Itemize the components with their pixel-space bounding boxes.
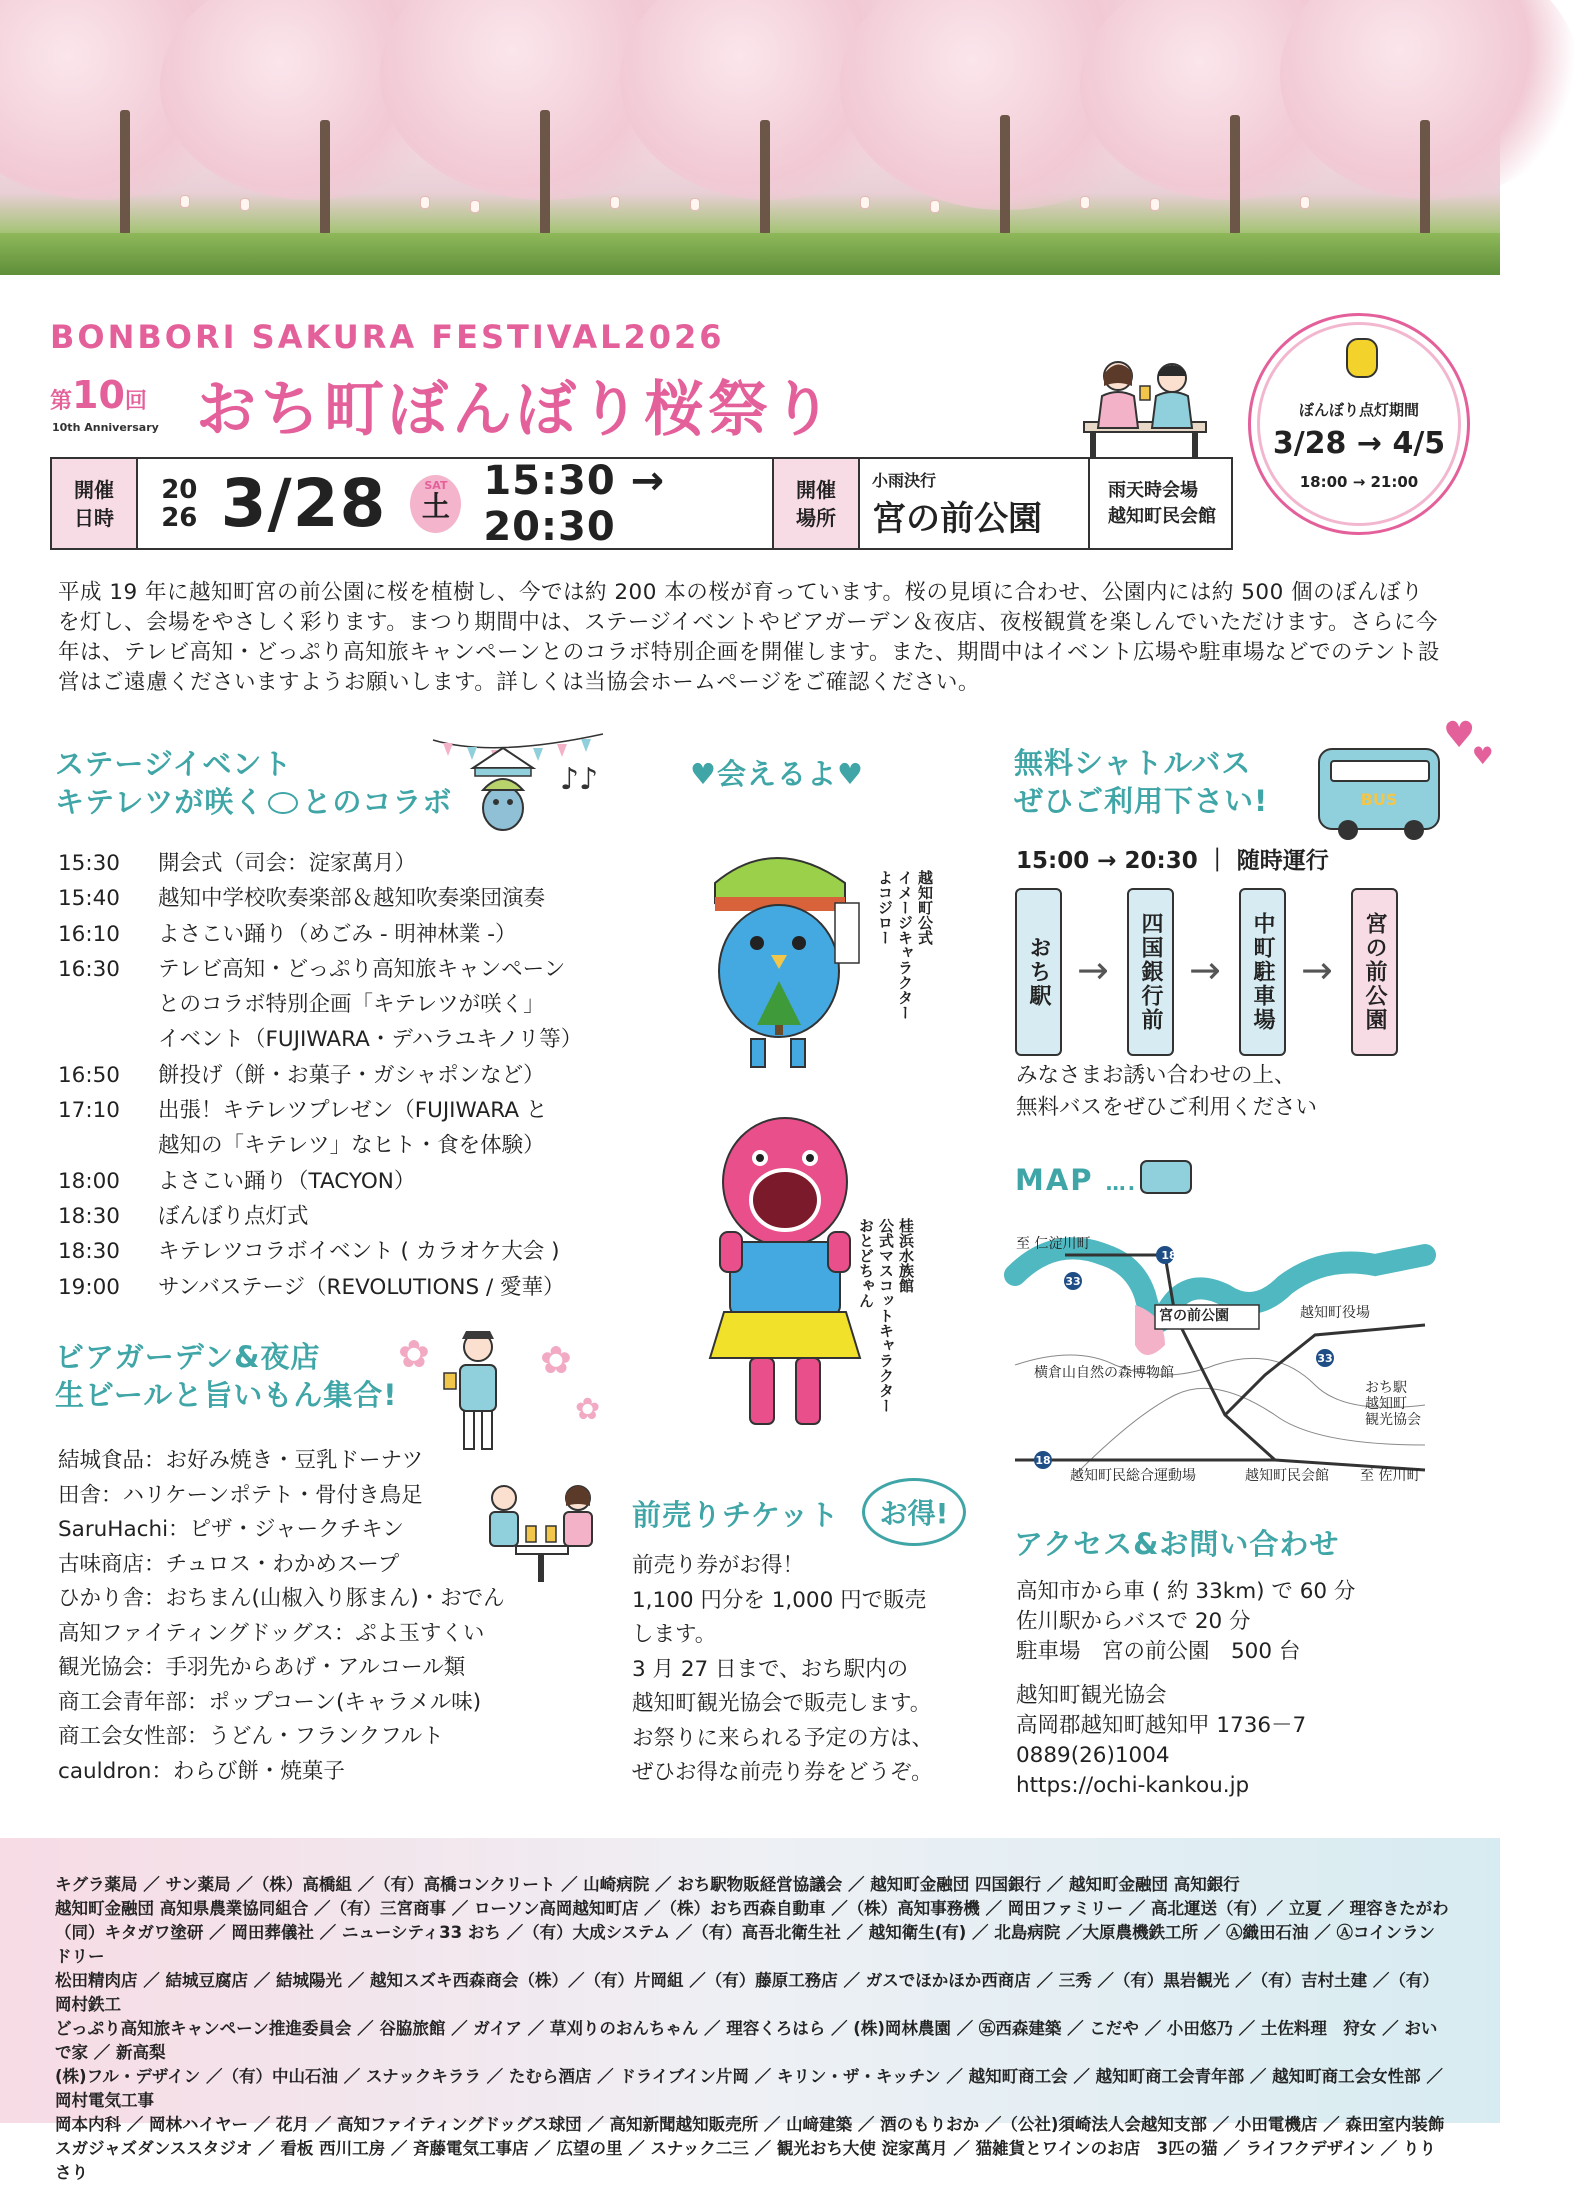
lantern-period-dates: 3/28 → 4/5 xyxy=(1272,426,1446,461)
schedule-time: 16:30 xyxy=(58,956,120,982)
access-line: 高知市から車 ( 約 33km) で 60 分 xyxy=(1016,1579,1356,1604)
access-line: 佐川駅からバスで 20 分 xyxy=(1016,1609,1251,1634)
festival-japanese-title: おち町ぼんぼり桜祭り xyxy=(196,375,836,445)
tv-kochi-logo-icon xyxy=(268,792,298,814)
schedule-time: 18:00 xyxy=(58,1168,120,1194)
characters-heading-text: 会えるよ xyxy=(717,757,838,791)
sakura-petal-icon: ✿ xyxy=(540,1338,572,1382)
schedule-event: 餅投げ（餅・お菓子・ガシャポンなど） xyxy=(158,1062,545,1088)
map-label: 至 佐川町 xyxy=(1360,1468,1421,1484)
venue-main xyxy=(860,459,1090,548)
schedule-event: 越知中学校吹奏楽部＆越知吹奏楽団演奏 xyxy=(158,886,546,912)
ticket-line: 3 月 27 日まで、おち駅内の xyxy=(632,1656,909,1682)
area-map xyxy=(1015,1215,1425,1485)
sponsor-line: 岡本内科 ／ 岡林ハイヤー ／ 花月 ／ 高知ファイティングドッグス球団 ／ 高知新聞越知販売所 ／ 山﨑建築 ／ 酒のもりおか ／（公社)須崎法人会越知支部 ／ 小田電機店 ／ 森田室内装飾 xyxy=(55,2115,1445,2134)
stage-heading-line2: キテレツが咲く xyxy=(55,785,265,819)
yokojiro-mascot-image xyxy=(695,843,865,1073)
contact-url[interactable]: https://ochi-kankou.jp xyxy=(1016,1773,1250,1798)
map-label: 越知町民総合運動場 xyxy=(1070,1468,1196,1484)
schedule-row xyxy=(58,917,658,952)
map-heading: MAP …. xyxy=(1015,1163,1138,1197)
event-date: 3/28 xyxy=(220,465,387,542)
arrow-right-icon: → xyxy=(1301,948,1333,992)
list-item: 商工会青年部：ポップコーン(キャラメル味) xyxy=(58,1689,482,1715)
festival-english-title-text: BONBORI SAKURA FESTIVAL2026 xyxy=(50,318,725,356)
otodo-chan-mascot-image xyxy=(700,1112,870,1432)
schedule-row xyxy=(58,1270,658,1305)
shuttle-note-line1: みなさまお誘い合わせの上、 xyxy=(1016,1063,1296,1088)
sponsor-line: どっぷり高知旅キャンペーン推進委員会 ／ 谷脇旅館 ／ ガイア ／ 草刈りのおんちゃん ／ 理容くろはら ／ (株)岡林農園 ／ ㊄西森建築 ／ こだや ／ 小田悠乃 ／ 土佐料理 狩女 ／ おいで家 ／ 新高梨 xyxy=(55,2019,1438,2062)
bus-icon xyxy=(1318,748,1440,830)
route-marker: 33 xyxy=(1065,1275,1081,1288)
sponsor-line: 松田精肉店 ／ 結城豆腐店 ／ 結城陽光 ／ 越知スズキ西森商会（株）／（有）片岡組 ／（有）藤原工務店 ／ ガスでほかほか西商店 ／ 三秀 ／（有）黒岩観光 ／（有）吉村土建 ／（有）岡村鉄工 xyxy=(55,1971,1439,2014)
rain-note: 小雨決行 xyxy=(872,470,937,490)
intro-paragraph: 平成 19 年に越知町宮の前公園に桜を植樹し、今では約 200 本の桜が育っています。桜の見頃に合わせ、公園内には約 500 個のぼんぼりを灯し、会場をやさしく彩ります。まつり期間中は、ステージイベントやビアガーデン＆夜店、夜桜観賞を楽しんでいただけます。さらに今年は、テレビ高知・どっぷり高知旅キャンペーンとのコラボ特別企画を開催します。また、期間中はイベント広場や駐車場などでのテント設営はご遠慮くださいますようお願いします。詳しくは当協会ホームページをご確認ください。 xyxy=(58,580,1440,695)
shuttle-route xyxy=(1015,888,1405,1056)
sakura-petal-icon: ✿ xyxy=(398,1332,430,1376)
list-item: 高知ファイティングドッグス：ぷよ玉すくい xyxy=(58,1620,485,1646)
year: 20 26 xyxy=(161,474,198,533)
map-heading-text: MAP xyxy=(1015,1163,1094,1197)
edition-badge xyxy=(50,373,159,434)
couple-on-bench-illustration xyxy=(1080,356,1210,466)
stage-heading-line1: ステージイベント xyxy=(55,747,293,781)
access-line: 駐車場 宮の前公園 500 台 xyxy=(1016,1639,1301,1664)
schedule-row xyxy=(58,881,658,916)
list-item: cauldron：わらび餅・焼菓子 xyxy=(58,1758,345,1784)
music-note-icon: ♪♪ xyxy=(560,762,599,797)
list-item: ひかり舎：おちまん(山椒入り豚まん)・おでん xyxy=(58,1586,505,1611)
schedule-time: 15:30 xyxy=(58,851,120,876)
sakura-petal-icon: ✿ xyxy=(575,1392,601,1427)
schedule-event: テレビ高知・どっぷり高知旅キャンペーン とのコラボ特別企画「キテレツが咲く」 イベント（FUJIWARA・デハラユキノリ等） xyxy=(158,956,583,1053)
heart-icon: ♥ xyxy=(837,757,865,791)
schedule-event: ぼんぼり点灯式 xyxy=(158,1203,309,1229)
route-marker: 18 xyxy=(1035,1454,1051,1467)
access-heading: アクセス&お問い合わせ xyxy=(1014,1527,1340,1561)
event-time: 15:30 → 20:30 xyxy=(483,457,666,550)
edition-prefix: 第 xyxy=(50,389,73,414)
contact-phone: 0889(26)1004 xyxy=(1016,1743,1170,1768)
shuttle-heading-line1: 無料シャトルバス xyxy=(1014,746,1252,780)
schedule-event: よさこい踊り（TACYON） xyxy=(158,1168,416,1194)
venue-label: 開催 場所 xyxy=(774,459,860,548)
schedule-time: 18:30 xyxy=(58,1203,120,1229)
ticket-line: 前売り券がお得！ xyxy=(632,1553,805,1578)
date-label: 開催 日時 xyxy=(52,459,138,548)
lantern-period-times: 18:00 → 21:00 xyxy=(1299,473,1419,491)
day-of-week-badge xyxy=(410,475,461,533)
bus-label: BUS xyxy=(1360,790,1398,809)
yokojiro-label: 越知町公式 イメージキャラクター よコジロー xyxy=(876,870,934,1020)
ticket-line: 1,100 円分を 1,000 円で販売 xyxy=(632,1587,927,1613)
schedule-row xyxy=(58,1234,658,1269)
map-label-park: 宮の前公園 xyxy=(1159,1308,1229,1324)
map-label: 越知町民会館 xyxy=(1245,1468,1329,1484)
list-item: SaruHachi：ピザ・ジャークチキン xyxy=(58,1517,404,1542)
schedule-event: サンバステージ（REVOLUTIONS / 愛華） xyxy=(158,1274,565,1300)
map-label: おち駅 越知町 観光協会 xyxy=(1365,1380,1421,1428)
sponsor-line: キグラ薬局 ／ サン薬局 ／（株）高橋組 ／（有）高橋コンクリート ／ 山崎病院 ／ おち駅物販経営協議会 ／ 越知町金融団 四国銀行 ／ 越知町金融団 高知銀行 xyxy=(55,1875,1240,1894)
lantern-period-label: ぼんぼり点灯期間 xyxy=(1298,401,1419,419)
shuttle-note-line2: 無料バスをぜひご利用ください xyxy=(1016,1095,1318,1120)
sponsor-line: （同）キタガワ塗研 ／ 岡田葬儀社 ／ ニューシティ33 おち ／（有）大成システム ／（有）高吾北衛生社 ／ 越知衛生(有) ／ 北島病院 ／大原農機鉄工所 ／ Ⓐ織田石油 ／ Ⓐコインランドリー xyxy=(55,1923,1435,1966)
festival-english-title xyxy=(50,318,725,356)
schedule-time: 15:40 xyxy=(58,886,120,912)
sponsor-line: スガジャズダンススタジオ ／ 看板 西川工房 ／ 斉藤電気工事店 ／ 広望の里 ／ スナック二三 ／ 観光おち大使 淀家萬月 ／ 猫雑貨とワインのお店 3匹の猫 ／ ライフクデザイン ／ りりさり xyxy=(55,2139,1436,2182)
ticket-line: します。 xyxy=(632,1622,717,1647)
ticket-line: 越知町観光協会で販売します。 xyxy=(632,1691,932,1716)
access-info xyxy=(1016,1577,1446,1667)
beer-heading-line1: ビアガーデン&夜店 xyxy=(55,1340,321,1374)
schedule-event: 開会式（司会：淀家萬月） xyxy=(158,851,417,876)
arrow-right-icon: → xyxy=(1189,948,1221,992)
schedule-event: 出張！キテレツプレゼン（FUJIWARA と 越知の「キテレツ」なヒト・食を体験） xyxy=(158,1098,548,1159)
schedule-row xyxy=(58,1058,658,1093)
shuttle-stop: 四国銀行前 xyxy=(1127,888,1174,1056)
beer-heading-line2: 生ビールと旨いもん集合! xyxy=(55,1378,398,1412)
ticket-heading-text: 前売りチケット xyxy=(632,1498,840,1532)
sponsor-line: 越知町金融団 高知県農業協同組合 ／（有）三宮商事 ／ ローソン高岡越知町店 ／（株）おち西森自動車 ／（株）高知事務機 ／ 岡田ファミリー ／ 高北運送（有）／ 立夏 ／ 理容きたがわ xyxy=(55,1899,1449,1918)
food-stall-list xyxy=(58,1444,578,1789)
map-label: 横倉山自然の森博物館 xyxy=(1034,1365,1174,1381)
lantern-period-circle xyxy=(1248,313,1470,535)
schedule-event: キテレツコラボイベント ( カラオケ大会 ) xyxy=(158,1239,560,1265)
rain-venue: 雨天時会場 越知町民会館 xyxy=(1108,479,1216,527)
ticket-line: ぜひお得な前売り券をどうぞ。 xyxy=(632,1760,933,1785)
hero-cherry-blossom-photo xyxy=(0,0,1500,275)
shuttle-stop: 中町駐車場 xyxy=(1239,888,1286,1056)
schedule-row xyxy=(58,846,658,881)
schedule-row xyxy=(58,1199,658,1234)
contact-org: 越知町観光協会 xyxy=(1016,1683,1167,1708)
shuttle-stop: 宮の前公園 xyxy=(1351,888,1398,1056)
route-marker: 33 xyxy=(1317,1352,1333,1365)
shuttle-time: 15:00 → 20:30 ｜ 随時運行 xyxy=(1016,848,1329,874)
bus-icon xyxy=(1140,1160,1192,1194)
lantern-icon xyxy=(1346,338,1378,378)
list-item: 結城食品：お好み焼き・豆乳ドーナツ xyxy=(58,1448,424,1473)
schedule-time: 16:50 xyxy=(58,1062,120,1088)
ticket-bargain-badge: お得! xyxy=(862,1478,966,1546)
edition-suffix: 回 xyxy=(124,389,147,414)
heart-icon: ♥ xyxy=(1472,742,1494,770)
list-item: 古味商店：チュロス・わかめスープ xyxy=(58,1551,400,1577)
map-label: 越知町役場 xyxy=(1300,1305,1370,1321)
venue-block xyxy=(860,459,1231,548)
day-jp: 土 xyxy=(421,489,450,523)
shuttle-stop: おち駅 xyxy=(1015,888,1062,1056)
arrow-right-icon: → xyxy=(1077,948,1109,992)
day-en: SAT xyxy=(424,478,448,492)
contact-address: 高岡郡越知町越知甲 1736－7 xyxy=(1016,1713,1307,1738)
event-info-bar xyxy=(50,457,1233,550)
schedule-row xyxy=(58,952,658,1058)
schedule-time: 19:00 xyxy=(58,1274,120,1300)
venue-name: 宮の前公園 xyxy=(872,498,1042,539)
list-item: 商工会女性部：うどん・フランクフルト xyxy=(58,1724,444,1749)
sponsor-list xyxy=(55,1873,1450,2185)
ticket-info xyxy=(632,1549,1002,1791)
ticket-line: お祭りに来られる予定の方は、 xyxy=(632,1725,934,1751)
schedule-time: 18:30 xyxy=(58,1239,120,1265)
list-item: 田舎：ハリケーンポテト・骨付き鳥足 xyxy=(58,1482,423,1508)
stage-schedule xyxy=(58,846,658,1305)
shuttle-heading xyxy=(1014,744,1268,820)
stage-heading xyxy=(55,745,452,821)
shuttle-note xyxy=(1016,1060,1317,1124)
stage-heading-line2-end: とのコラボ xyxy=(302,785,453,819)
heart-icon: ♥ xyxy=(1443,715,1476,756)
ticket-heading xyxy=(632,1496,839,1534)
heart-icon: ♥ xyxy=(690,757,717,791)
man-with-beer-illustration xyxy=(440,1325,510,1455)
beer-garden-heading xyxy=(55,1338,398,1414)
schedule-event: よさこい踊り（めごみ - 明神林業 -） xyxy=(158,921,517,947)
schedule-row xyxy=(58,1093,658,1164)
schedule-time: 16:10 xyxy=(58,921,120,947)
shuttle-heading-line2: ぜひご利用下さい! xyxy=(1014,784,1269,818)
schedule-time: 17:10 xyxy=(58,1098,120,1124)
list-item: 観光協会：手羽先からあげ・アルコール類 xyxy=(58,1655,466,1680)
date-block xyxy=(138,459,774,548)
characters-heading xyxy=(690,755,864,793)
sponsor-line: (株)フル・デザイン ／（有）中山石油 ／ スナックキララ ／ たむら酒店 ／ ドライブイン片岡 ／ キリン・ザ・キッチン ／ 越知町商工会 ／ 越知町商工会青年部 ／ 越知町商工会女性部 ／ 岡村電気工事 xyxy=(55,2067,1443,2110)
anniversary-label: 10th Anniversary xyxy=(52,421,159,434)
map-label: 至 仁淀川町 xyxy=(1016,1236,1091,1252)
otodo-chan-label: 桂浜水族館 公式マスコットキャラクター おとどちゃん xyxy=(857,1218,915,1413)
contact-info xyxy=(1016,1681,1446,1801)
schedule-row xyxy=(58,1164,658,1199)
edition-number: 10 xyxy=(72,373,125,417)
route-marker: 18 xyxy=(1161,1249,1177,1262)
